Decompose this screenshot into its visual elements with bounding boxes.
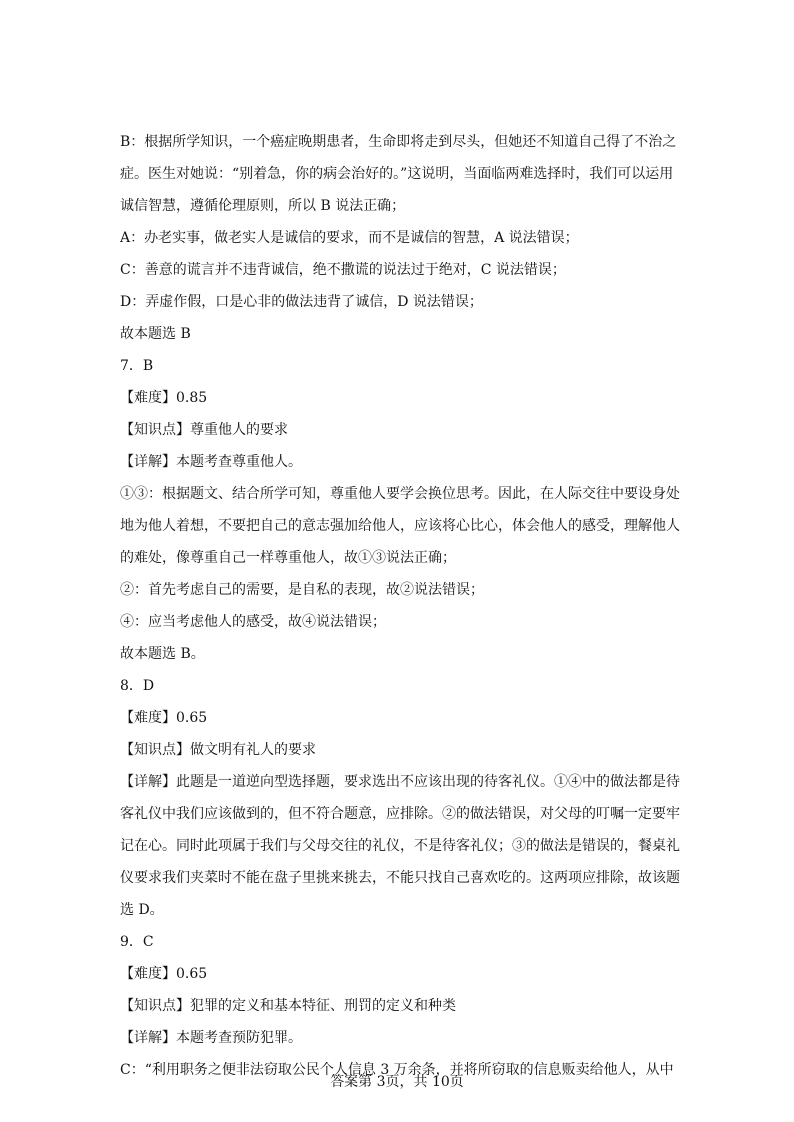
explanation-line: 【详解】本题考查预防犯罪。: [120, 1030, 302, 1046]
difficulty-line: 【难度】0.85: [120, 390, 208, 406]
text-line: 仪要求我们夹菜时不能在盘子里挑来挑去，不能只找自己喜欢吃的。这两项应排除，故该题: [120, 870, 680, 886]
answer-body: [120, 126, 680, 1086]
text-line: A：办老实事，做老实人是诚信的要求，而不是诚信的智慧，A 说法错误；: [120, 230, 579, 246]
text-line: 的难处，像尊重自己一样尊重他人，故①③说法正确；: [120, 550, 456, 566]
text-line: 地为他人着想，不要把自己的意志强加给他人，应该将心比心，体会他人的感受，理解他人: [120, 518, 680, 534]
text-line: ④：应当考虑他人的感受，故④说法错误；: [120, 614, 386, 630]
question-number: 9．C: [120, 934, 154, 950]
difficulty-line: 【难度】0.65: [120, 710, 208, 726]
explanation-line: 【详解】此题是一道逆向型选择题，要求选出不应该出现的待客礼仪。①④中的做法都是待: [120, 774, 680, 790]
text-line: 记在心。同时此项属于我们与父母交往的礼仪，不是待客礼仪；③的做法是错误的，餐桌礼: [120, 838, 680, 854]
knowledge-point-line: 【知识点】做文明有礼人的要求: [120, 742, 316, 758]
text-line: D：弄虚作假，口是心非的做法违背了诚信，D 说法错误；: [120, 294, 483, 310]
text-line: ②：首先考虑自己的需要，是自私的表现，故②说法错误；: [120, 582, 484, 598]
text-line: 选 D。: [120, 902, 164, 918]
explanation-line: 【详解】本题考查尊重他人。: [120, 454, 302, 470]
text-line: 故本题选 B: [120, 326, 191, 342]
question-number: 7．B: [120, 358, 154, 374]
text-line: ①③：根据题文、结合所学可知，尊重他人要学会换位思考。因此，在人际交往中要设身处: [120, 486, 680, 502]
text-line: 故本题选 B。: [120, 646, 205, 662]
knowledge-point-line: 【知识点】尊重他人的要求: [120, 422, 288, 438]
text-line: C：善意的谎言并不违背诚信，绝不撒谎的说法过于绝对，C 说法错误；: [120, 262, 566, 278]
text-line: 症。医生对她说：“别着急，你的病会治好的。”这说明，当面临两难选择时，我们可以运用: [120, 166, 674, 182]
question-number: 8．D: [120, 678, 155, 694]
text-line: C：“利用职务之便非法窃取公民个人信息 3 万余条，并将所窃取的信息贩卖给他人，从中: [120, 1062, 674, 1078]
text-line: 客礼仪中我们应该做到的，但不符合题意，应排除。②的做法错误，对父母的叮嘱一定要牢: [120, 806, 680, 822]
knowledge-point-line: 【知识点】犯罪的定义和基本特征、刑罚的定义和种类: [120, 998, 456, 1014]
text-line: B：根据所学知识，一个癌症晚期患者，生命即将走到尽头，但她还不知道自己得了不治之: [120, 134, 677, 150]
difficulty-line: 【难度】0.65: [120, 966, 208, 982]
page-footer: 答案第 3页，共 10页: [330, 1074, 464, 1090]
text-line: 诚信智慧，遵循伦理原则，所以 B 说法正确；: [120, 198, 406, 214]
